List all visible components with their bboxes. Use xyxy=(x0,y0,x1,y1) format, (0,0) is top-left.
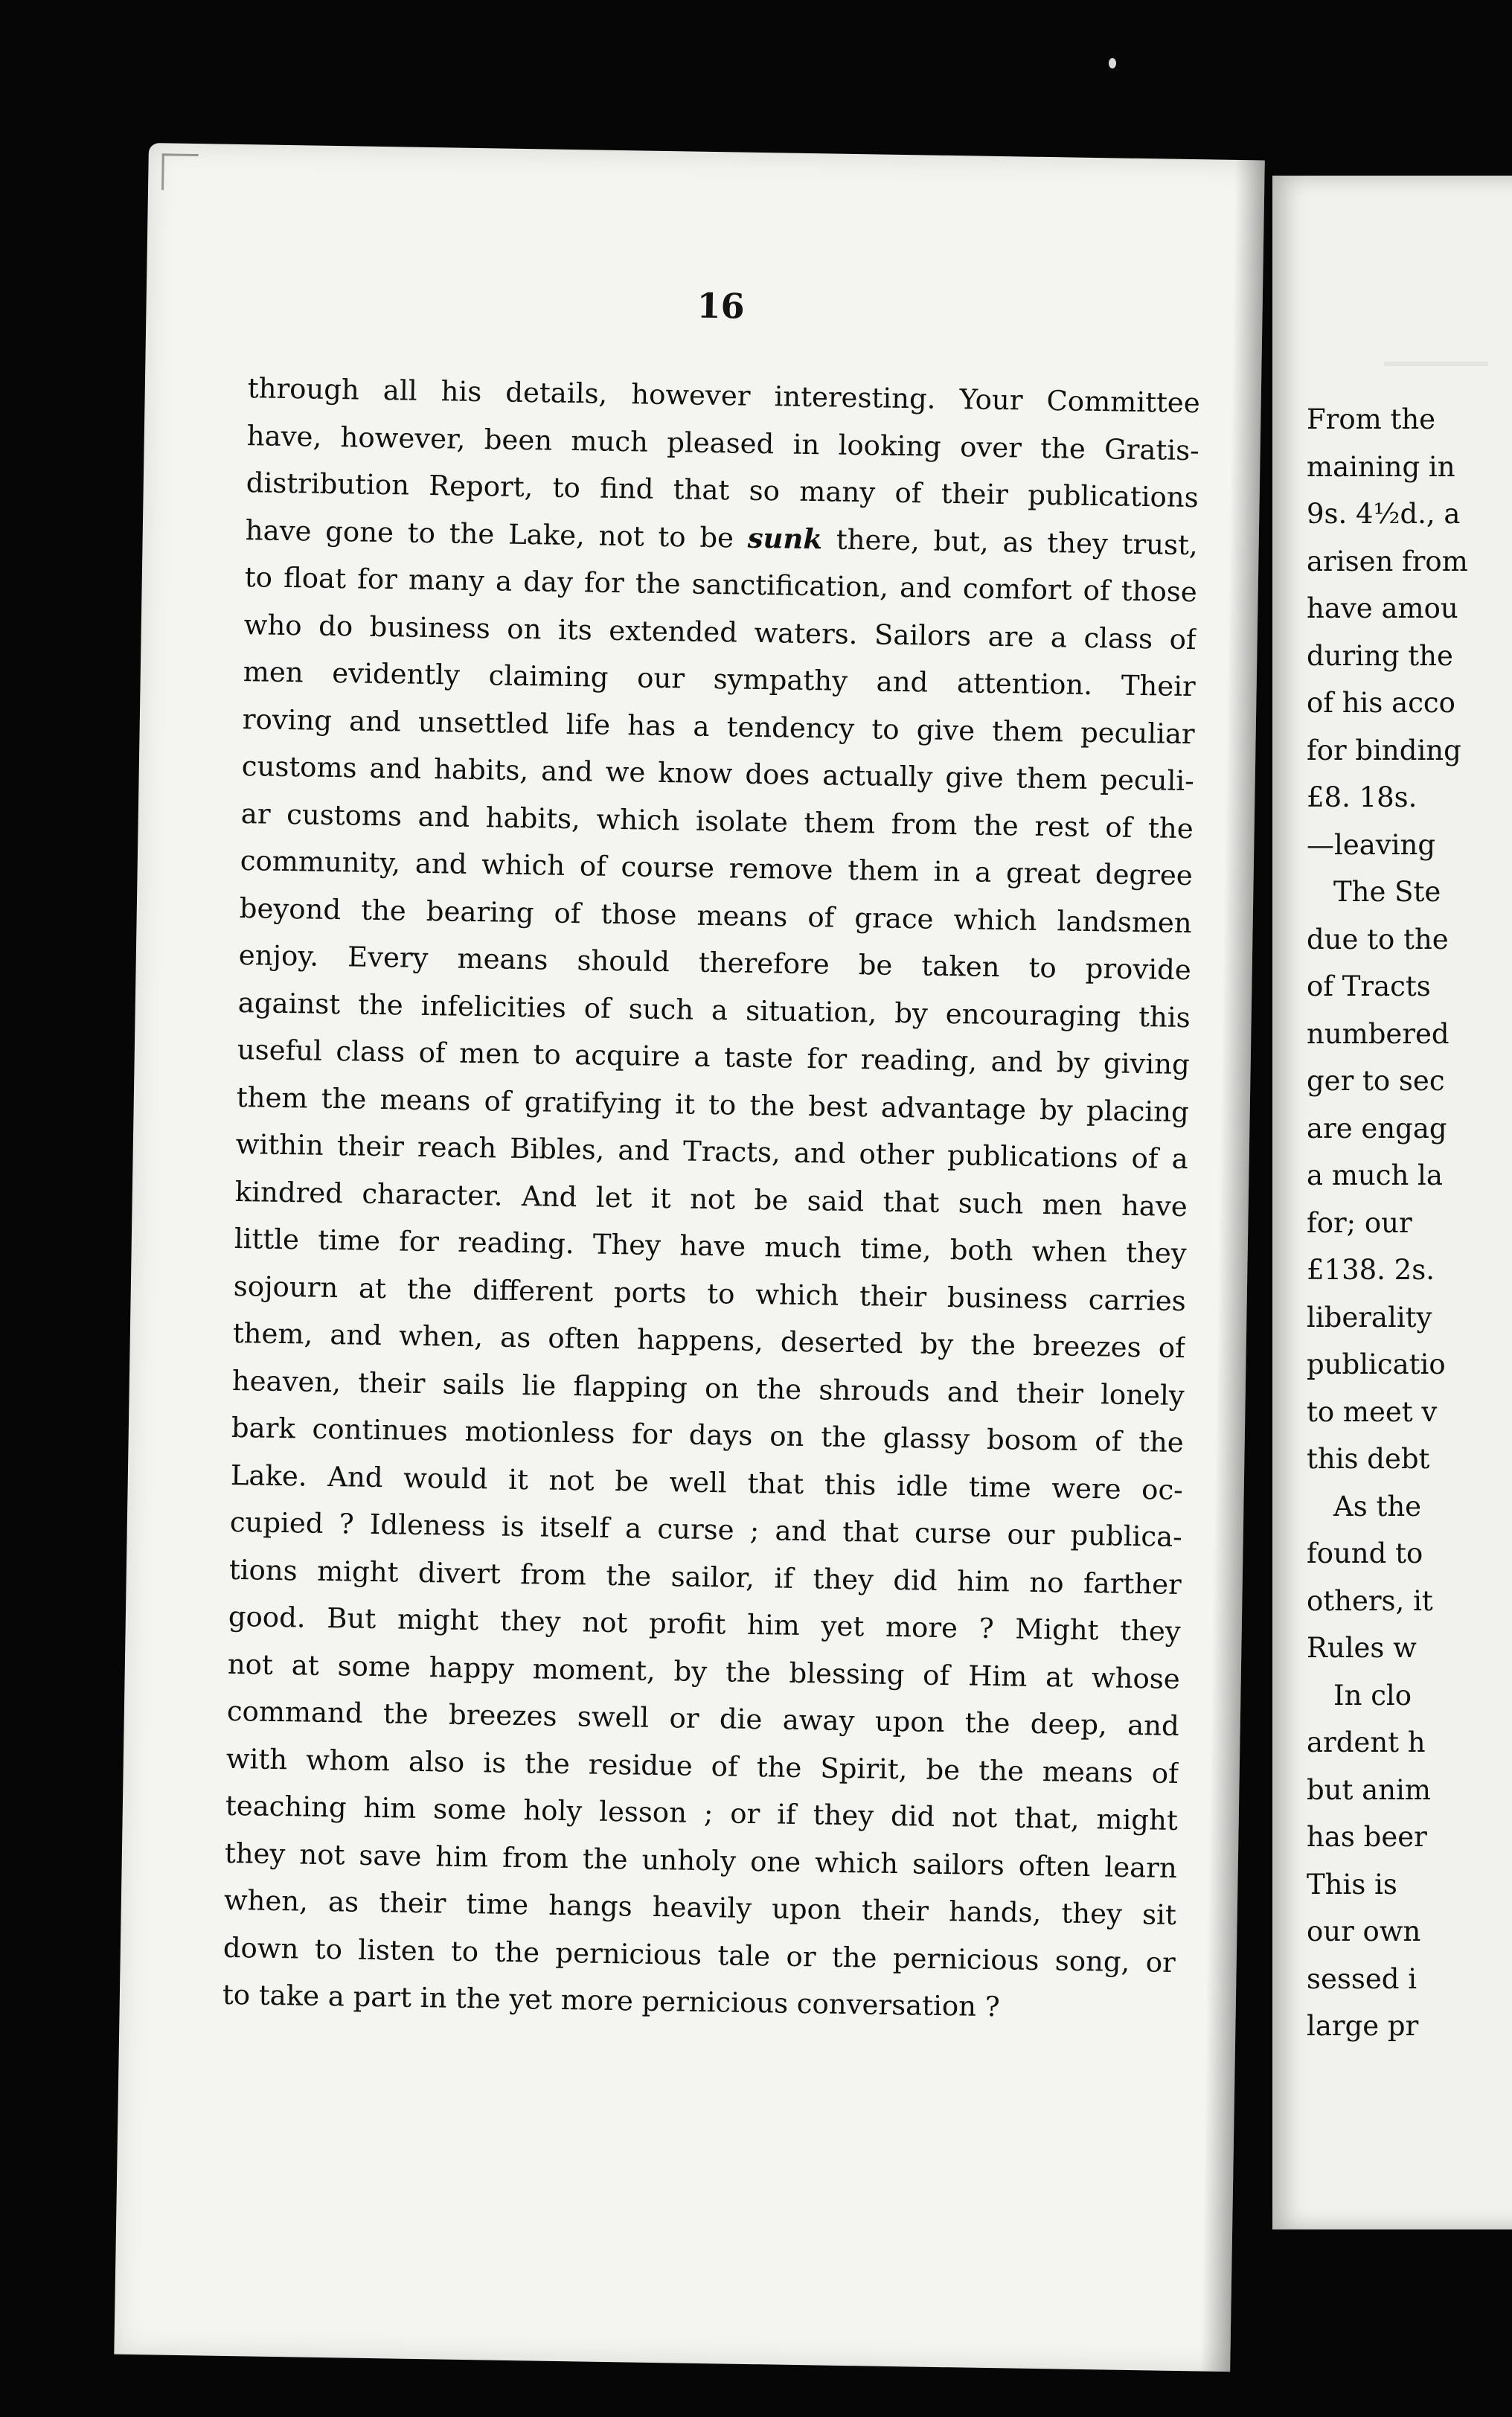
text-line: £8. 18s. xyxy=(1307,781,1418,813)
text-line: useful class of men to acquire a taste for reading, and by giving xyxy=(237,1034,1191,1081)
text-line: publicatio xyxy=(1307,1348,1446,1380)
right-page xyxy=(1272,176,1512,2229)
text-line: when, as their time hangs heavily upon their hands, they sit xyxy=(223,1883,1177,1931)
text-line: 9s. 4½d., a xyxy=(1307,498,1461,530)
body-text xyxy=(222,365,1200,2033)
text-line: have amou xyxy=(1307,592,1458,624)
text-line: of his acco xyxy=(1307,687,1455,719)
text-line: Rules w xyxy=(1307,1632,1417,1664)
text-line: maining in xyxy=(1307,450,1455,483)
text-line: during the xyxy=(1307,639,1453,672)
text-line: are engag xyxy=(1307,1112,1447,1145)
text-line: have, however, been much pleased in looking over the Gratis- xyxy=(246,419,1200,467)
text-line: As the xyxy=(1333,1490,1422,1523)
text-line: ardent h xyxy=(1307,1726,1426,1758)
text-line: through all his details, however interesting. Your Committee xyxy=(247,372,1201,420)
text-line: due to the xyxy=(1307,923,1449,955)
text-line: but anim xyxy=(1307,1773,1431,1806)
text-line: tions might divert from the sailor, if they did him no farther xyxy=(228,1553,1182,1601)
text-line: our own xyxy=(1307,1915,1421,1947)
text-line: This is xyxy=(1307,1868,1397,1901)
right-page-text xyxy=(1307,396,1468,2050)
text-line: arisen from xyxy=(1307,545,1468,577)
text-line: a much la xyxy=(1307,1159,1443,1191)
text-line: found to xyxy=(1307,1537,1423,1569)
text-line: to float for many a day for the sanctification, and comfort of those xyxy=(244,561,1198,609)
text-line: —leaving xyxy=(1307,828,1436,861)
text-line: this debt xyxy=(1307,1443,1430,1475)
text-line: bark continues motionless for days on the glassy bosom of the xyxy=(231,1411,1185,1459)
text-line: sojourn at the different ports to which their business carries xyxy=(233,1270,1187,1317)
text-line: beyond the bearing of those means of grace which landsmen xyxy=(239,891,1193,939)
text-line: In clo xyxy=(1333,1679,1412,1712)
text-line: From the xyxy=(1307,403,1436,435)
text-line: others, it xyxy=(1307,1584,1433,1617)
text-line: community, and which of course remove them in a great degree xyxy=(240,845,1194,892)
text-segment: there, but, as they trust, xyxy=(821,522,1199,561)
text-line: for; our xyxy=(1307,1206,1412,1239)
text-line: roving and unsettled life has a tendency to give them peculiar xyxy=(242,702,1196,750)
gutter-shadow xyxy=(1200,160,1265,2372)
text-line: ger to sec xyxy=(1307,1065,1445,1097)
text-line: ar customs and habits, which isolate them from the rest of the xyxy=(240,797,1194,845)
text-line: they not save him from the unholy one which sailors often learn xyxy=(224,1837,1178,1884)
text-line: £138. 2s. xyxy=(1307,1254,1435,1286)
text-line: of Tracts xyxy=(1307,970,1431,1002)
text-line: to take a part in the yet more pernicious conversation ? xyxy=(222,1978,1000,2023)
text-line: Lake. And would it not be well that this idle time were oc- xyxy=(230,1459,1184,1506)
text-line: large pr xyxy=(1307,2010,1419,2042)
text-line: The Ste xyxy=(1333,876,1441,908)
text-line: with whom also is the residue of the Spirit, be the means of xyxy=(225,1742,1179,1790)
text-line: good. But might they not profit him yet more ? Might they xyxy=(228,1600,1182,1648)
text-segment: have gone to the Lake, not to be xyxy=(245,513,749,554)
text-line: heaven, their sails lie flapping on the shrouds and their lonely xyxy=(231,1364,1185,1412)
text-line: them, and when, as often happens, deserted by the breezes of xyxy=(232,1316,1186,1365)
text-line: to meet v xyxy=(1307,1395,1438,1428)
text-line: cupied ? Idleness is itself a curse ; and that curse our publica- xyxy=(229,1505,1183,1554)
backdrop-speck xyxy=(1109,58,1116,68)
text-line: teaching him some holy lesson ; or if they did not that, might xyxy=(225,1789,1179,1837)
text-line: who do business on its extended waters. Sailors are a class of xyxy=(243,608,1197,656)
text-line: kindred character. And let it not be said that such men have xyxy=(234,1175,1188,1223)
text-line: down to listen to the pernicious tale or the pernicious song, or xyxy=(222,1931,1176,1979)
text-line: men evidently claiming our sympathy and attention. Their xyxy=(243,656,1197,703)
text-line: liberality xyxy=(1307,1301,1432,1334)
faint-heading xyxy=(1384,362,1488,366)
text-line: command the breezes swell or die away upon the deep, and xyxy=(226,1694,1180,1743)
text-line: distribution Report, to find that so many of their publications xyxy=(246,467,1199,514)
text-line: for binding xyxy=(1307,734,1461,766)
text-line: numbered xyxy=(1307,1017,1449,1050)
emphasized-word: sunk xyxy=(747,521,823,555)
left-page xyxy=(114,143,1264,2372)
text-line: not at some happy moment, by the blessing of Him at whose xyxy=(227,1648,1181,1695)
text-line: little time for reading. They have much time, both when they xyxy=(234,1222,1188,1270)
text-line: against the infelicities of such a situation, by encouraging this xyxy=(237,986,1191,1034)
text-line: sessed i xyxy=(1307,1962,1418,1995)
page-number: 16 xyxy=(696,285,746,327)
text-line: within their reach Bibles, and Tracts, and other publications of a xyxy=(235,1128,1189,1176)
text-line: them the means of gratifying it to the best advantage by placing xyxy=(236,1081,1190,1128)
text-line: customs and habits, and we know does actually give them peculi- xyxy=(241,750,1195,798)
text-line: has beer xyxy=(1307,1821,1427,1853)
text-line: enjoy. Every means should therefore be taken to provide xyxy=(238,939,1192,987)
